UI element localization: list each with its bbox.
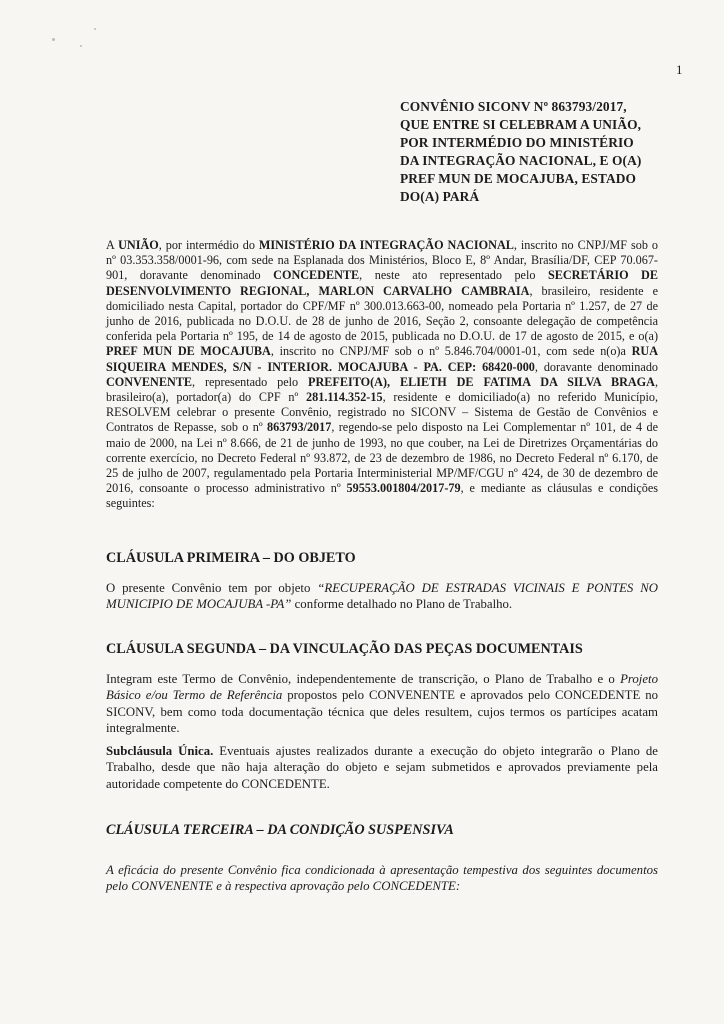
object-text-post: conforme detalhado no Plano de Trabalho. [291, 597, 513, 612]
subclausula-label: Subcláusula Única. [106, 744, 214, 758]
title-line: DO(A) PARÁ [400, 189, 480, 204]
preamble-bold-run: 863793/2017 [267, 420, 332, 435]
title-line: PREF MUN DE MOCAJUBA, ESTADO [400, 171, 637, 186]
preamble-run: , inscrito no CNPJ/MF sob o nº 03.353.358/0001-96, com sede na Esplanada dos Ministérios, Bloco E, 8º Andar, Brasília/DF, CEP 70.067-901, doravante denominado [106, 238, 658, 283]
preamble-run: , residente e domiciliado(a) no referido Município, RESOLVEM celebrar o presente Convênio, registrado no SICONV – Sistema de Gestão de Convênios e Contratos de Repasse, sob o nº [106, 390, 658, 435]
clausula-primeira-heading: CLÁUSULA PRIMEIRA – DO OBJETO [106, 550, 356, 566]
vinculacao-text-post: propostos pelo CONVENENTE e aprovados pelo CONCEDENTE no SICONV, bem como toda documentação técnica que deles resultem, cujos termos os partícipes acatam integralmente. [106, 688, 659, 736]
scan-speck [80, 45, 82, 47]
clausula-terceira-heading: CLÁUSULA TERCEIRA – DA CONDIÇÃO SUSPENSIVA [106, 822, 454, 838]
preamble-run: , inscrito no CNPJ/MF sob o nº 5.846.704/0001-01, com sede n(o)a [270, 344, 632, 359]
preamble-bold-run: UNIÃO [118, 238, 159, 252]
object-text-pre: O presente Convênio tem por objeto [106, 581, 318, 595]
preamble-bold-run: MINISTÉRIO DA INTEGRAÇÃO NACIONAL [258, 238, 514, 252]
page-number: 1 [676, 62, 683, 77]
preamble-run: , doravante denominado [534, 359, 659, 374]
scan-speck [94, 28, 96, 30]
preamble-paragraph [106, 238, 658, 512]
subclausula-unica [106, 743, 658, 792]
title-line: DA INTEGRAÇÃO NACIONAL, E O(A) [400, 153, 642, 168]
preamble-bold-run: SECRETÁRIO DE DESENVOLVIMENTO REGIONAL, MARLON CARVALHO CAMBRAIA [106, 268, 658, 298]
preamble-bold-run: RUA SIQUEIRA MENDES, S/N - INTERIOR. MOCAJUBA - PA. CEP: 68420-000 [106, 344, 658, 374]
preamble-bold-run: 281.114.352-15 [306, 390, 383, 405]
preamble-bold-run: PREFEITO(A), ELIETH DE FATIMA DA SILVA BRAGA [308, 374, 655, 389]
vinculacao-text-italic: Projeto Básico e/ou Termo de Referência [106, 672, 658, 703]
document-title [400, 98, 682, 206]
preamble-run: , representado pelo [192, 374, 309, 389]
preamble-bold-run: 59553.001804/2017-79 [346, 481, 461, 496]
preamble-run: , por intermédio do [158, 238, 259, 252]
clausula-segunda-text [106, 671, 658, 737]
title-line: QUE ENTRE SI CELEBRAM A UNIÃO, [400, 117, 642, 132]
preamble-run: , e mediante as cláusulas e condições seguintes: [106, 481, 659, 511]
vinculacao-text-pre: Integram este Termo de Convênio, independentemente de transcrição, o Plano de Trabalho e o [106, 672, 621, 686]
preamble-run: A [106, 238, 119, 252]
preamble-bold-run: PREF MUN DE MOCAJUBA [106, 344, 271, 359]
clausula-terceira-text: A eficácia do presente Convênio fica condicionada à apresentação tempestiva dos seguintes documentos pelo CONVENENTE e à respectiva aprovação pelo CONCEDENTE: [106, 863, 658, 894]
preamble-run: , brasileiro, residente e domiciliado nesta Capital, portador do CPF/MF nº 300.013.663-00, nomeado pela Portaria nº 1.257, de 27 de junho de 2016, publicada no D.O.U. de 28 de junho de 2016, Seção 2, consoante delegação de competência conferida pela Portaria nº 195, de 14 de agosto de 2015, publicada no D.O.U. de 17 de agosto de 2015, e o(a) [106, 283, 658, 344]
object-text-italic: “RECUPERAÇÃO DE ESTRADAS VICINAIS E PONTES NO MUNICIPIO DE MOCAJUBA -PA” [106, 581, 658, 612]
title-line: CONVÊNIO SICONV Nº 863793/2017, [400, 99, 627, 114]
scan-speck [52, 38, 55, 41]
subclausula-text: Eventuais ajustes realizados durante a execução do objeto integrarão o Plano de Trabalho, desde que não haja alteração do objeto e sejam submetidos e aprovados previamente pela autoridade competente do CONCEDENTE. [106, 744, 658, 791]
clausula-segunda-heading: CLÁUSULA SEGUNDA – DA VINCULAÇÃO DAS PEÇAS DOCUMENTAIS [106, 641, 583, 657]
clausula-primeira-text [106, 580, 658, 613]
preamble-run: , neste ato representado pelo [359, 268, 548, 283]
preamble-run: , regendo-se pelo disposto na Lei Complementar nº 101, de 4 de maio de 2000, na Lei nº 8.666, de 21 de junho de 1993, no que couber, na Lei de Diretrizes Orçamentárias do corrente exercício, no Decreto Federal nº 93.872, de 23 de dezembro de 1986, no Decreto Federal nº 6.170, de 25 de julho de 2007, regulamentado pela Portaria Interministerial MP/MF/CGU nº 424, de 30 de dezembro de 2016, consoante o processo administrativo nº [106, 420, 658, 496]
preamble-bold-run: CONVENENTE [106, 374, 193, 389]
title-line: POR INTERMÉDIO DO MINISTÉRIO [400, 135, 634, 150]
preamble-run: , brasileiro(a), portador(a) do CPF nº [106, 374, 658, 405]
preamble-bold-run: CONCEDENTE [273, 268, 360, 283]
